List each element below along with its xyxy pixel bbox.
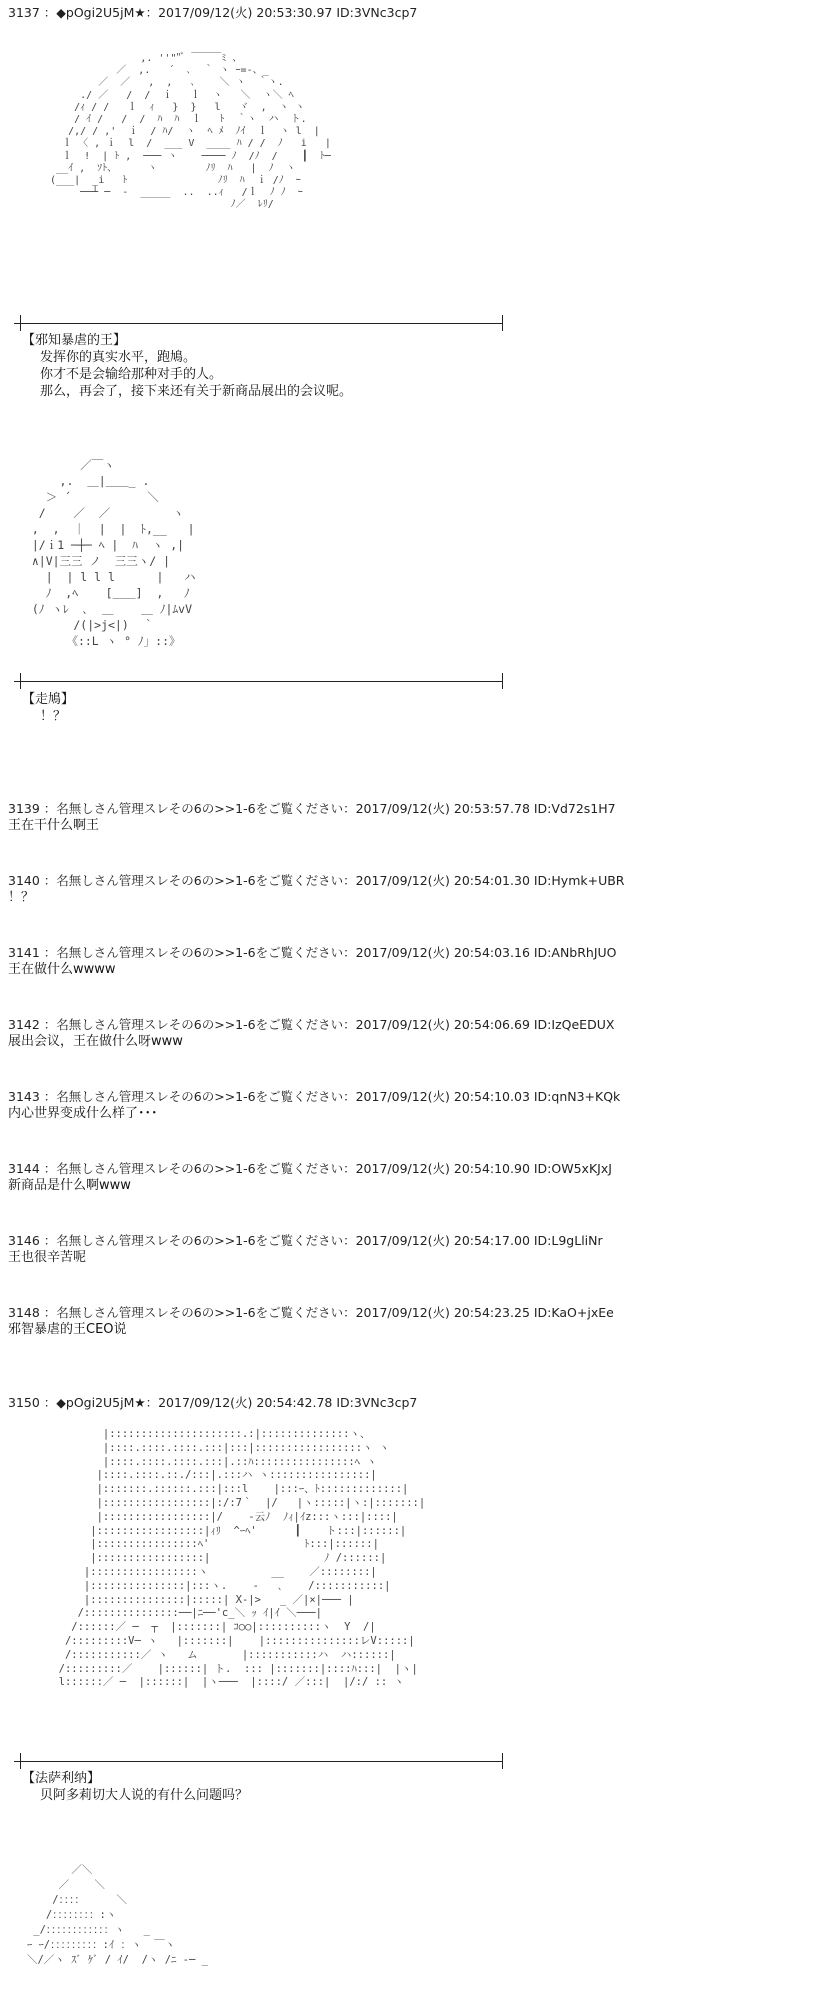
reply-3140 [8,873,625,906]
post-body: 王也很辛苦呢 [8,1250,87,1265]
post-header: 3144 ：名無しさん管理スレその6の>>1-6をご覧ください：2017/09/12(火) 20:54:10.90 ID:OW5xKJxJ [8,1161,612,1176]
divider [14,681,502,682]
dialogue-line: 那么，再会了，接下来还有关于新商品展出的会议呢。 [40,384,353,399]
reply-3146 [8,1233,603,1266]
divider-tick-right [502,1753,503,1769]
divider-tick-left [20,1753,21,1769]
post-header: 3139 ：名無しさん管理スレその6の>>1-6をご覧ください：2017/09/12(火) 20:53:57.78 ID:Vd72s1H7 [8,801,616,816]
ascii-art-runner: ／￣ヽ ,. ＿|＿＿_ . ＞ ´ ＼ / ／ ／ ヽ , , ｜ | | ﾄ,__ | |/ｉ1 ─┼─ ﾍ | ﾊ ヽ ,| ∧|V|三三 ノ 三三ヽ/ | | | l l l | ハ ﾉ ,ﾍ [＿＿] , ﾉ (ﾉ ヽﾚ ､ ＿ ＿ ﾉ|ﾑvV /(|>j<|) ｀ 《::L ヽ ° ﾉ」::》 [31,458,196,648]
reply-3144 [8,1161,612,1194]
ascii-art-bottom: ／＼ ／ ＼ /：：：： ＼ /：：：：：：：：:ヽ _/：：：：：：：：：：：：ヽ _ ｰ ｰ/：：：：：：：：：:ｲ ：ヽ ￣ヽ ＼/／ヽ ｽﾞ ｹﾞ / ｲ/ /ヽ /ﾆ -─ _ [26,1864,208,1966]
post-header: 3150 ：◆pOgi2U5jM★：2017/09/12(火) 20:54:42.78 ID:3VNc3cp7 [8,1395,418,1410]
dialogue-block [22,332,352,400]
post-header: 3141 ：名無しさん管理スレその6の>>1-6をご覧ください：2017/09/12(火) 20:54:03.16 ID:ANbRhJUO [8,945,617,960]
ascii-art-king: ,. ''""ﾞ ￣￣￣ﾐ 、 ／ ,. ´ ､ ｀ ヽ ｰ=-、_ ／ ／ , , ､ ＼ ヽ ｀ヽ. ./ ／ / / ｉ ｌ ヽ ＼ ヽ＼ ﾍ /ｨ / / ｌ ｨ } } l ヾ , ヽ ヽ / ｲ / / / ﾊ ﾊ ｌ ﾄ ｀ヽ ハ ト. /,/ / ,' ｉ / ﾊ/ ヽ ﾍ ﾒ ﾉｲ ｌ ヽ l | ｌ 〈 , ｉ l / ___ V ____ ﾊ / / ﾉ i | ｌ ! | ﾄ , ─── ヽ ──── ﾉ /ﾉ / ┃ ﾄ─ __ｲ , ｿﾄ、 ヽ ﾉﾘ ﾊ | ﾉ ヽ (___| _i ﾄ ﾉﾘ ﾊ ｉ /ﾉ ｰ ──┴ ─ ‐ _____ .. ..ｨ /ｌ ﾉ ﾉ ｰ ﾉ／ ﾚﾘ/ [50,53,331,211]
post-header: 3137 ：◆pOgi2U5jM★：2017/09/12(火) 20:53:30.97 ID:3VNc3cp7 [8,5,418,20]
dialogue-line: 你才不是会输给那种对手的人。 [40,367,223,382]
divider-tick-left [20,673,21,689]
dialogue-block [22,691,74,725]
reply-3141 [8,945,617,978]
post-3137 [8,5,417,21]
post-body: 王在做什么wwww [8,962,116,977]
post-header: 3146 ：名無しさん管理スレその6の>>1-6をご覧ください：2017/09/12(火) 20:54:17.00 ID:L9gLliNr [8,1233,603,1248]
dialogue-line: 发挥你的真实水平，跑鳩。 [40,350,197,365]
post-header: 3148 ：名無しさん管理スレその6の>>1-6をご覧ください：2017/09/12(火) 20:54:23.25 ID:KaO+jxEe [8,1305,614,1320]
post-3150 [8,1395,417,1411]
post-header: 3142 ：名無しさん管理スレその6の>>1-6をご覧ください：2017/09/12(火) 20:54:06.69 ID:IzQeEDUX [8,1017,615,1032]
ascii-art-farsalina: |:::::::::::::::::::::.:|::::::::::::::ヽ、 |::::.::::.::::.:::|:::|:::::::::::::::::ヽ ヽ |::::.::::.::::.:::|.::ﾊ::::::::::::::::ﾍ ヽ |::::.::::.::./:::|.:::ハ ヽ::::::::::::::::| |:::::::.::::::.:::|:::l |:::ｰ、ﾄ:::::::::::::| |:::::::::::::::::|:/:7｀ |/ |ヽ:::::|ヽ:|:::::::| |:::::::::::::::::|/ -云ﾉ ﾉｨ|ｲz:::ヽ:::|::::| |:::::::::::::::::|ｨﾘ ^ｰﾍ' ┃ ト:::|::::::| |::::::::::::::::ﾍ' ﾄ:::|::::::| |:::::::::::::::::| ﾉ /::::::| |:::::::::::::::::ヽ __ ／::::::::| |:::::::::::::::|:::ヽ. - ､ /:::::::::::| |:::::::::::::::|:::::| X-|> _ ／|×|─── | /:::::::::::::::──|ﾆ──'c_＼ ｯ ｲ|ｲ ＼───| /::::::／ ─ ┬ |:::::::| ｺ○○|::::::::::ヽ Y /| /:::::::::V─ ヽ |:::::::| |:::::::::::::::レV:::::| /:::::::::::／ ヽ ム |:::::::::::ハ ハ::::::| /:::::::::／ |::::::| ト. ::: |:::::::|::::ﾊ:::| |ヽ| l::::::／ ─ |::::::| |ヽ─── |::::/ ／:::| |/:/ :: ヽ [58,1428,426,1689]
post-body: 内心世界变成什么样了･･･ [8,1106,158,1121]
speaker-label: 【法萨利纳】 [22,1771,101,1786]
dialogue-line: 贝阿多莉切大人说的有什么问题吗？ [40,1788,249,1803]
post-body: 展出会议，王在做什么呀www [8,1034,183,1049]
divider [14,323,502,324]
dialogue-block [22,1770,248,1804]
post-body: 王在干什么啊王 [8,818,100,833]
post-header: 3140 ：名無しさん管理スレその6の>>1-6をご覧ください：2017/09/12(火) 20:54:01.30 ID:Hymk+UBR [8,873,625,888]
dialogue-line: ！？ [40,709,67,724]
divider-tick-right [502,673,503,689]
reply-3139 [8,801,616,834]
reply-3143 [8,1089,620,1122]
speaker-label: 【邪知暴虐的王】 [22,333,127,348]
post-body: 新商品是什么啊www [8,1178,131,1193]
reply-3148 [8,1305,614,1338]
post-header: 3143 ：名無しさん管理スレその6の>>1-6をご覧ください：2017/09/12(火) 20:54:10.03 ID:qnN3+KQk [8,1089,621,1104]
divider [14,1761,502,1762]
post-body: ！？ [8,890,35,905]
reply-3142 [8,1017,614,1050]
divider-tick-right [502,315,503,331]
divider-tick-left [20,315,21,331]
speaker-label: 【走鳩】 [22,692,75,707]
post-body: 邪智暴虐的王CEO说 [8,1322,127,1337]
